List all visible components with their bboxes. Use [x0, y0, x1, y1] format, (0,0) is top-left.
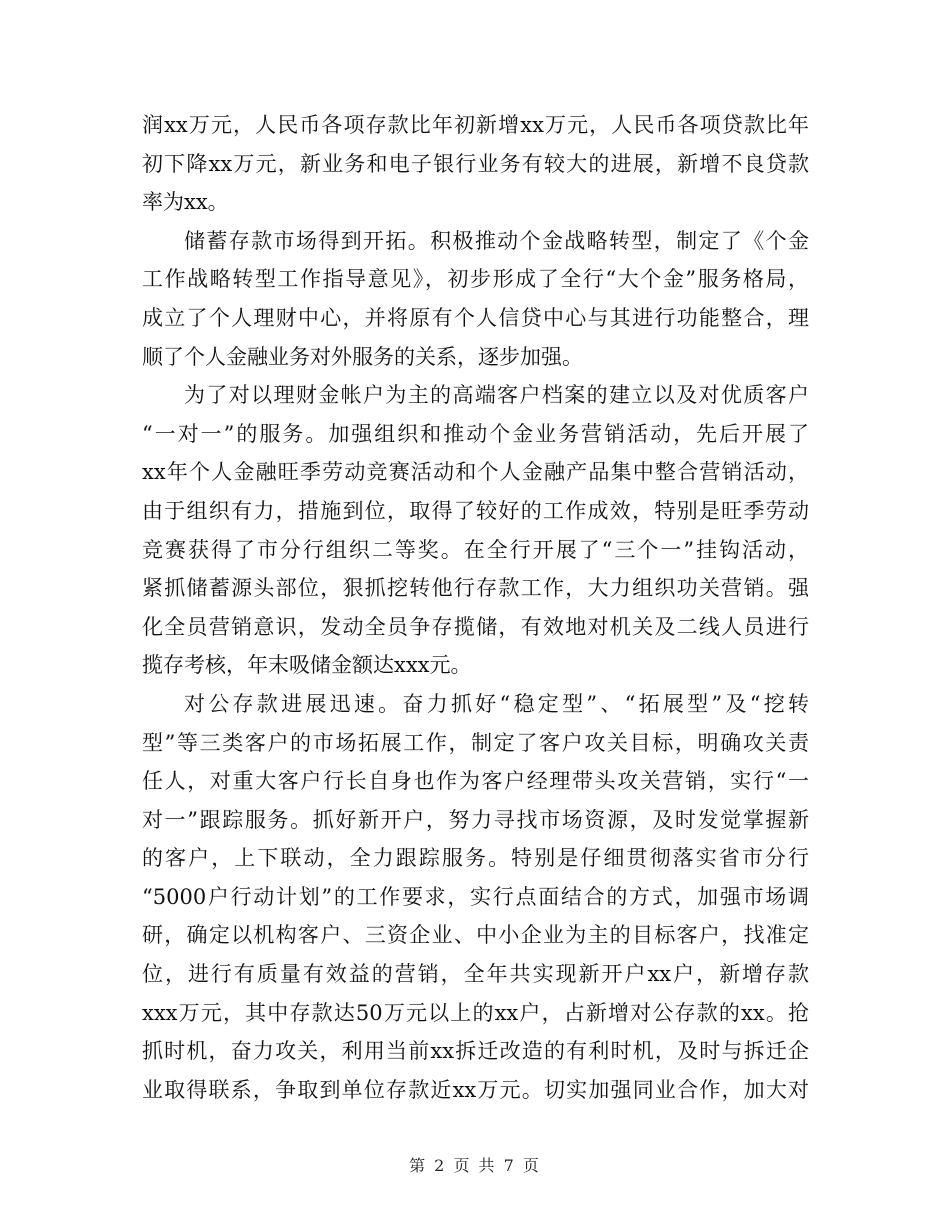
text-line: 成立了个人理财中心，并将原有个人信贷中心与其进行功能整合，理	[142, 305, 809, 330]
text-line: 竞赛获得了市分行组织二等奖。在全行开展了“三个一”挂钩活动，	[142, 537, 809, 562]
paragraph-2	[142, 222, 809, 376]
text-line: 揽存考核，年末吸储金额达xxx元。	[142, 653, 472, 678]
text-line: 储蓄存款市场得到开拓。积极推动个金战略转型，制定了《个金	[184, 228, 809, 253]
text-line: 由于组织有力，措施到位，取得了较好的工作成效，特别是旺季劳动	[142, 498, 809, 523]
text-line: 紧抓储蓄源头部位，狠抓挖转他行存款工作，大力组织功关营销。强	[142, 576, 809, 601]
text-line: 初下降xx万元，新业务和电子银行业务有较大的进展，新增不良贷款	[142, 151, 809, 176]
text-line: 的客户，上下联动，全力跟踪服务。特别是仔细贯彻落实省市分行	[142, 846, 809, 871]
text-line: 研，确定以机构客户、三资企业、中小企业为主的目标客户，找准定	[142, 923, 809, 948]
page-number-label: 第 2 页 共 7 页	[409, 1156, 541, 1175]
text-line: 抓时机，奋力攻关，利用当前xx拆迁改造的有利时机，及时与拆迁企	[142, 1039, 809, 1064]
document-body	[142, 106, 809, 1109]
page-footer	[0, 1153, 950, 1176]
text-line: 任人，对重大客户行长自身也作为客户经理带头攻关营销，实行“一	[142, 769, 809, 794]
text-line: 业取得联系，争取到单位存款近xx万元。切实加强同业合作，加大对	[142, 1077, 809, 1102]
text-line: 位，进行有质量有效益的营销，全年共实现新开户xx户，新增存款	[142, 962, 809, 987]
text-line: 工作战略转型工作指导意见》，初步形成了全行“大个金”服务格局，	[142, 267, 809, 292]
text-line: xx年个人金融旺季劳动竞赛活动和个人金融产品集中整合营销活动，	[142, 460, 809, 485]
text-line: 型”等三类客户的市场拓展工作，制定了客户攻关目标，明确攻关责	[142, 730, 809, 755]
text-line: 率为xx。	[142, 190, 229, 215]
text-line: 润xx万元，人民币各项存款比年初新增xx万元，人民币各项贷款比年	[142, 113, 809, 137]
text-line: 顺了个人金融业务对外服务的关系，逐步加强。	[142, 344, 583, 369]
text-line: 为了对以理财金帐户为主的高端客户档案的建立以及对优质客户	[184, 383, 809, 408]
text-line: “5000户行动计划”的工作要求，实行点面结合的方式，加强市场调	[142, 884, 809, 909]
paragraph-3	[142, 376, 809, 685]
paragraph-1	[142, 106, 809, 222]
text-line: 对公存款进展迅速。奋力抓好“稳定型”、“拓展型”及“挖转	[184, 691, 809, 716]
text-line: 化全员营销意识，发动全员争存揽储，有效地对机关及二线人员进行	[142, 614, 809, 639]
paragraph-4	[142, 685, 809, 1110]
text-line: xxx万元，其中存款达50万元以上的xx户，占新增对公存款的xx。抢	[142, 1000, 809, 1025]
text-line: “一对一”的服务。加强组织和推动个金业务营销活动，先后开展了	[142, 421, 809, 446]
text-line: 对一”跟踪服务。抓好新开户，努力寻找市场资源，及时发觉掌握新	[142, 807, 809, 832]
